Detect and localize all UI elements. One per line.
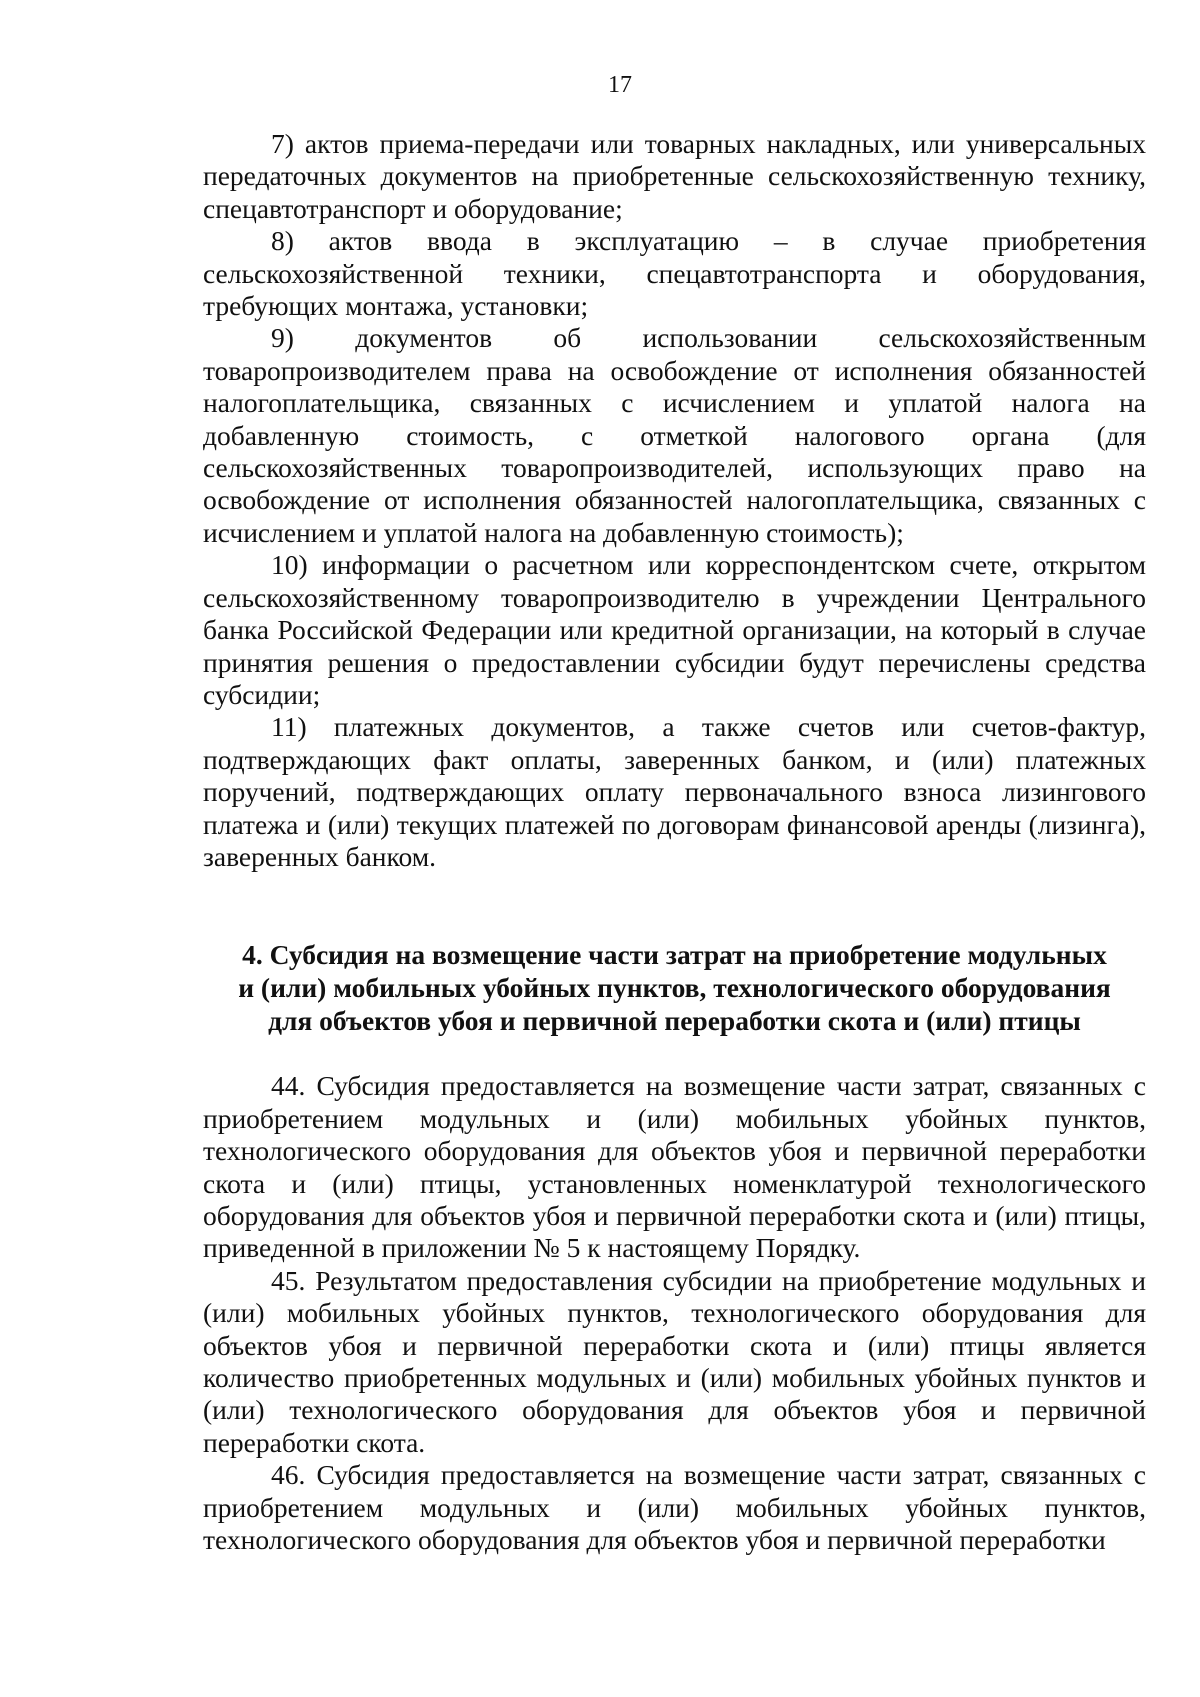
paragraph-item-9: 9) документов об использовании сельскохозяйственным товаропроизводителем права на освобождение от исполнения обязанностей налогоплательщика, связанных с исчислением и уплатой налога на добавленную стоимость, с отметкой налогового органа (для сельскохозяйственных товаропроизводителей, использующих право на освобождение от исполнения обязанностей налогоплательщика, связанных с исчислением и уплатой налога на добавленную стоимость); — [203, 322, 1146, 548]
paragraph-clause-44: 44. Субсидия предоставляется на возмещение части затрат, связанных с приобретением модульных и (или) мобильных убойных пунктов, технологического оборудования для объектов убоя и первичной переработки скота и (или) птицы, установленных номенклатурой технологического оборудования для объектов убоя и первичной переработки скота и (или) птицы, приведенной в приложении № 5 к настоящему Порядку. — [203, 1070, 1146, 1264]
section-spacer — [203, 1037, 1146, 1070]
paragraph-item-11: 11) платежных документов, а также счетов или счетов-фактур, подтверждающих факт оплаты, заверенных банком, и (или) платежных поручений, подтверждающих оплату первоначального взноса лизингового платежа и (или) текущих платежей по договорам финансовой аренды (лизинга), заверенных банком. — [203, 711, 1146, 872]
paragraph-clause-46: 46. Субсидия предоставляется на возмещение части затрат, связанных с приобретением модульных и (или) мобильных убойных пунктов, технологического оборудования для объектов убоя и первичной переработки — [203, 1459, 1146, 1556]
paragraph-clause-45: 45. Результатом предоставления субсидии на приобретение модульных и (или) мобильных убойных пунктов, технологического оборудования для объектов убоя и первичной переработки скота и (или) птицы является количество приобретенных модульных и (или) мобильных убойных пунктов и (или) технологического оборудования для объектов убоя и первичной переработки скота. — [203, 1264, 1146, 1458]
section-spacer — [203, 873, 1146, 938]
document-body — [203, 128, 1146, 1556]
section-heading — [203, 938, 1146, 1037]
paragraph-item-7: 7) актов приема-передачи или товарных накладных, или универсальных передаточных документов на приобретенные сельскохозяйственную технику, спецавтотранспорт и оборудование; — [203, 128, 1146, 224]
page-number: 17 — [608, 72, 632, 98]
paragraph-item-8: 8) актов ввода в эксплуатацию – в случае приобретения сельскохозяйственной техники, спецавтотранспорта и оборудования, требующих монтажа, установки; — [203, 225, 1146, 322]
section-heading-line-1: 4. Субсидия на возмещение части затрат на приобретение модульных — [242, 939, 1107, 971]
paragraph-item-10: 10) информации о расчетном или корреспондентском счете, открытом сельскохозяйственному товаропроизводителю в учреждении Центрального банка Российской Федерации или кредитной организации, на который в случае принятия решения о предоставлении субсидии будут перечислены средства субсидии; — [203, 549, 1146, 710]
section-heading-line-2: и (или) мобильных убойных пунктов, технологического оборудования — [238, 972, 1111, 1004]
section-heading-line-3: для объектов убоя и первичной переработки скота и (или) птицы — [268, 1005, 1081, 1037]
